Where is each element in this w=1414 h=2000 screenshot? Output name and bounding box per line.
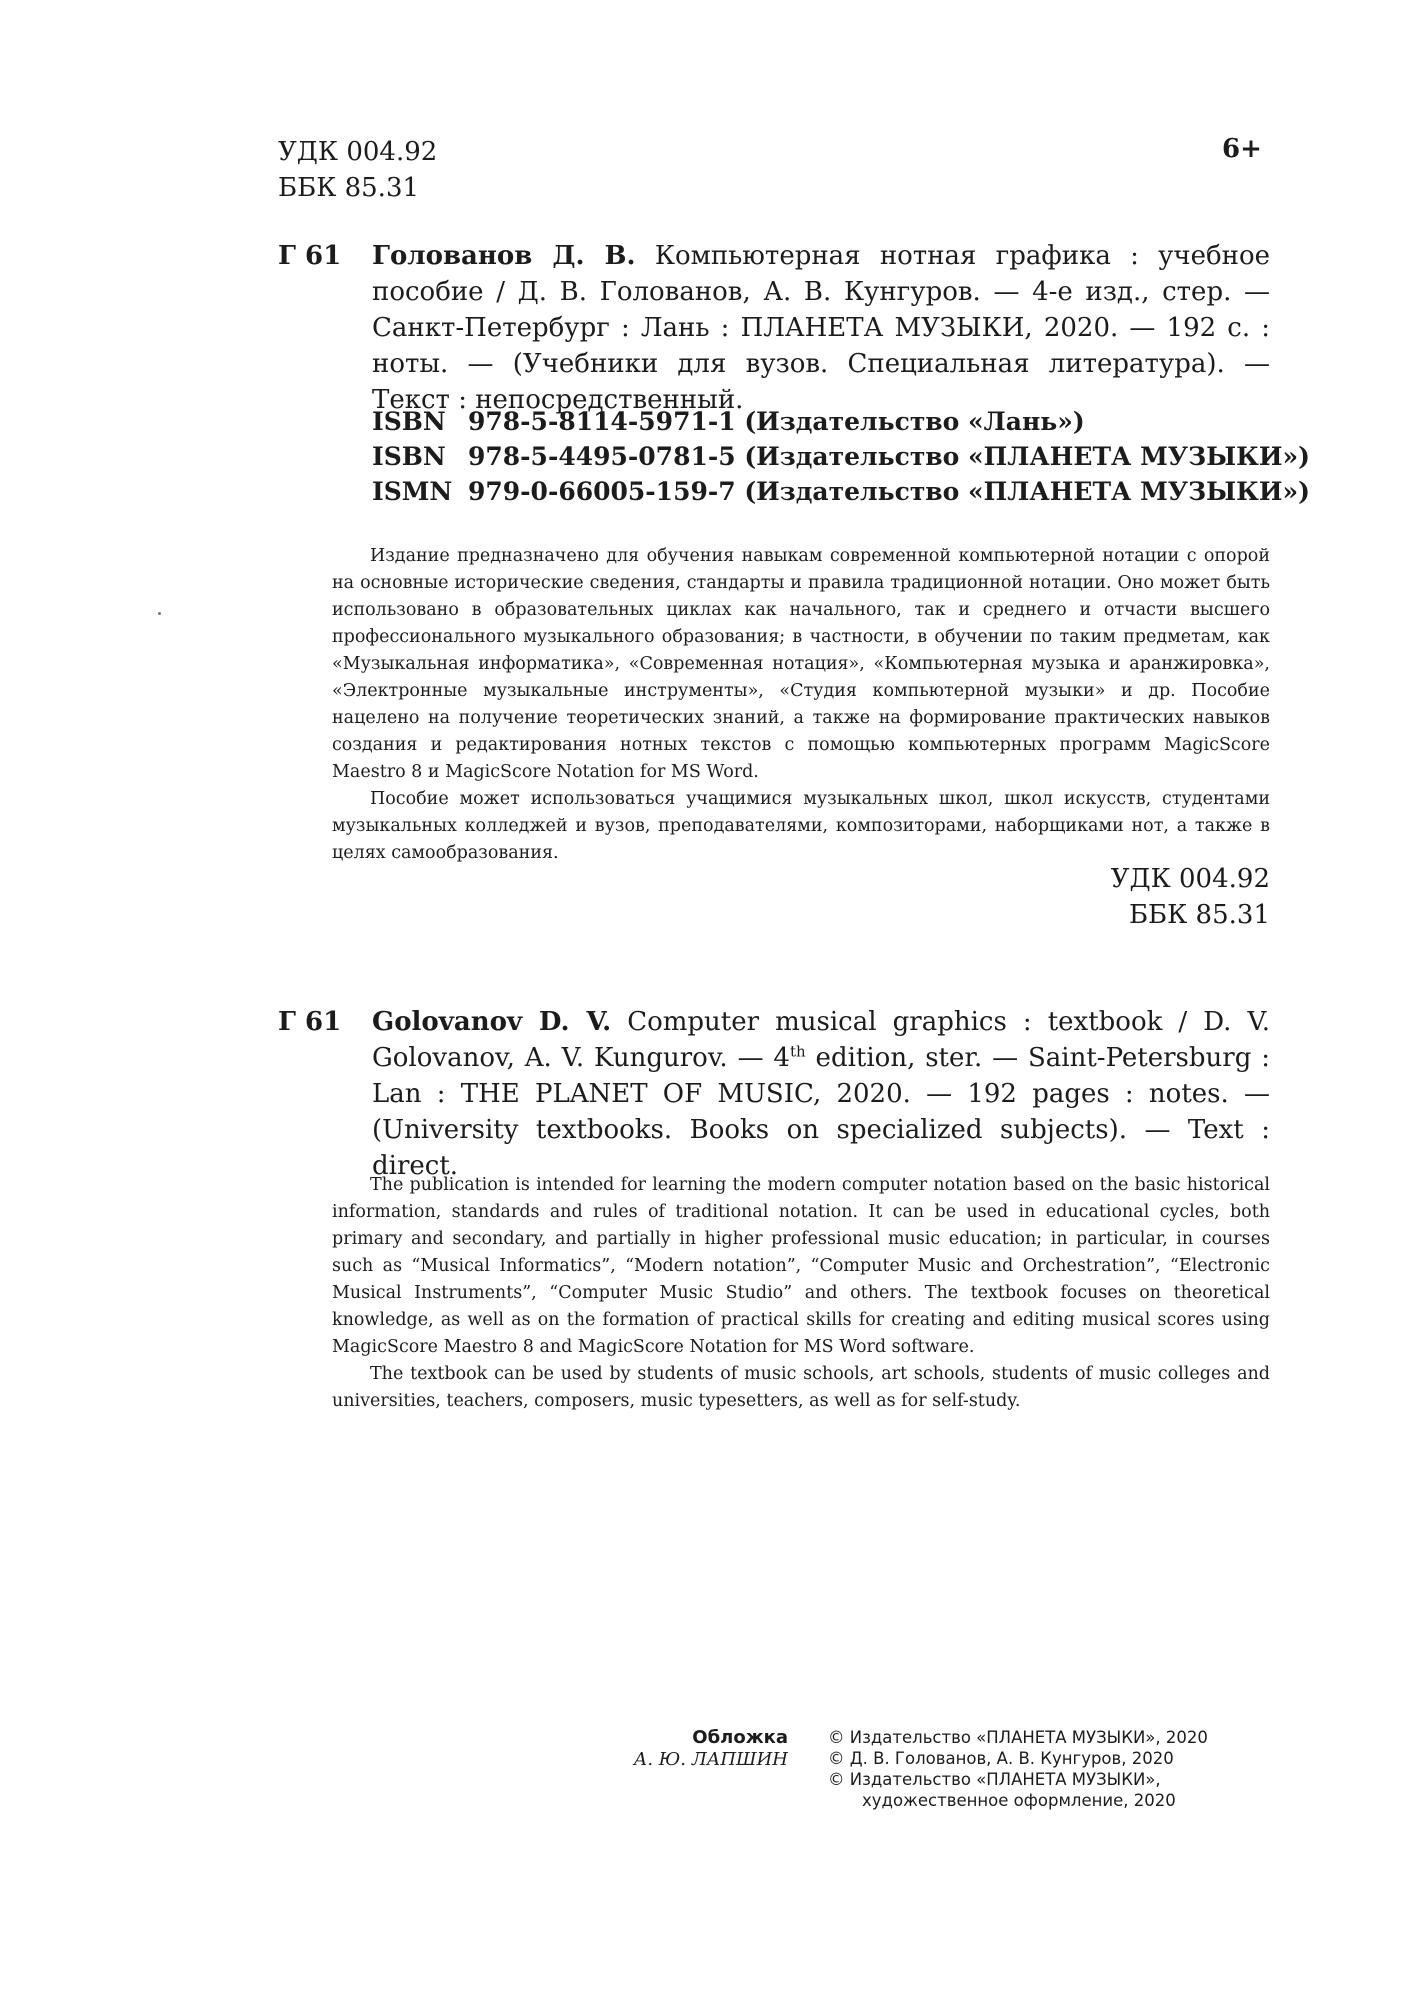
ru-entry-author: Голованов Д. В. — [372, 241, 636, 271]
en-entry-superscript: th — [789, 1042, 806, 1061]
en-abstract — [332, 1172, 1270, 1415]
isbn-row — [372, 439, 1310, 474]
cover-label: Обложка — [692, 1727, 788, 1748]
ru-entry-body: Компьютерная нотная графика : учебное пособие / Д. В. Голованов, А. В. Кунгуров. — 4-е изд., стер. — Санкт-Петербург : Лань : ПЛАНЕТА МУЗЫКИ, 2020. — 192 с. : ноты. — (Учебники для вузов. Специальная литература). — Текст : непосредственный. — [372, 241, 1270, 415]
udk-code: УДК 004.92 — [1110, 864, 1270, 894]
isbn-value: 978-5-8114-5971-1 (Издательство «Лань») — [468, 407, 1085, 436]
en-abstract-paragraph: The publication is intended for learning the modern computer notation based on the basic historical information, standards and rules of traditional notation. It can be used in educational cycles, both primary and secondary, and partially in higher professional music education; in particular, in courses such as “Musical Informatics”, “Modern notation”, “Computer Music and Orchestration”, “Electronic Musical Instruments”, “Computer Music Studio” and others. The textbook focuses on theoretical knowledge, as well as on the formation of practical skills for creating and editing musical scores using MagicScore Maestro 8 and MagicScore Notation for MS Word software. — [332, 1175, 1270, 1357]
ru-bibliographic-entry — [278, 238, 1270, 418]
en-entry-code: Г 61 — [278, 1007, 342, 1037]
copyright-line: © Издательство «ПЛАНЕТА МУЗЫКИ», — [828, 1770, 1161, 1789]
mid-classification — [1000, 861, 1270, 933]
en-abstract-paragraph: The textbook can be used by students of music schools, art schools, students of music colleges and universities, teachers, composers, music typesetters, as well as for self-study. — [332, 1364, 1270, 1411]
isbn-row — [372, 404, 1310, 439]
copyright-line: © Издательство «ПЛАНЕТА МУЗЫКИ», 2020 — [828, 1728, 1208, 1747]
top-classification — [278, 134, 498, 206]
ru-entry-text — [372, 238, 1270, 418]
isbn-block — [372, 404, 1310, 509]
isbn-value: 978-5-4495-0781-5 (Издательство «ПЛАНЕТА МУЗЫКИ») — [468, 442, 1310, 471]
ismn-label: ISMN — [372, 477, 453, 506]
isbn-label: ISBN — [372, 442, 446, 471]
en-entry-author: Golovanov D. V. — [372, 1007, 612, 1037]
copyright-line-continued: художественное оформление, 2020 — [862, 1791, 1176, 1810]
age-rating: 6+ — [1222, 134, 1262, 164]
bbk-code: ББК 85.31 — [278, 173, 420, 203]
copyright-line: © Д. В. Голованов, А. В. Кунгуров, 2020 — [828, 1749, 1174, 1768]
en-entry-text — [372, 1004, 1270, 1184]
en-entry-body: Computer musical graphics : textbook / D. V. Golovanov, A. V. Kungurov. — 4 — [372, 1007, 1270, 1073]
en-bibliographic-entry — [278, 1004, 1270, 1184]
ru-abstract-paragraph: Пособие может использоваться учащимися музыкальных школ, школ искусств, студентами музыкальных колледжей и вузов, преподавателями, композиторами, наборщиками нот, а также в целях самообразования. — [332, 789, 1270, 863]
ru-entry-code: Г 61 — [278, 241, 342, 271]
ismn-value: 979-0-66005-159-7 (Издательство «ПЛАНЕТА МУЗЫКИ») — [468, 477, 1310, 506]
ismn-row — [372, 474, 1310, 509]
isbn-label: ISBN — [372, 407, 446, 436]
scan-speck — [158, 612, 161, 615]
udk-code: УДК 004.92 — [278, 137, 438, 167]
bbk-code: ББК 85.31 — [1128, 900, 1270, 930]
copyright-block — [828, 1727, 1208, 1811]
cover-artist: А. Ю. ЛАПШИН — [633, 1749, 788, 1770]
cover-credit — [608, 1727, 788, 1771]
en-entry-body-cont: edition, ster. — Saint-Petersburg : Lan : THE PLANET OF MUSIC, 2020. — 192 pages : notes. — (University textbooks. Books on specialized subjects). — Text : direct. — [372, 1043, 1270, 1181]
ru-abstract — [332, 543, 1270, 867]
ru-abstract-paragraph: Издание предназначено для обучения навыкам современной компьютерной нотации с опорой на основные исторические сведения, стандарты и правила традиционной нотации. Оно может быть использовано в образовательных циклах как начального, так и среднего и отчасти высшего профессионального музыкального образования; в частности, в обучении по таким предметам, как «Музыкальная информатика», «Современная нотация», «Компьютерная музыка и аранжировка», «Электронные музыкальные инструменты», «Студия компьютерной музыки» и др. Пособие нацелено на получение теоретических знаний, а также на формирование практических навыков создания и редактирования нотных текстов с помощью компьютерных программ MagicScore Maestro 8 и MagicScore Notation for MS Word. — [332, 546, 1270, 782]
